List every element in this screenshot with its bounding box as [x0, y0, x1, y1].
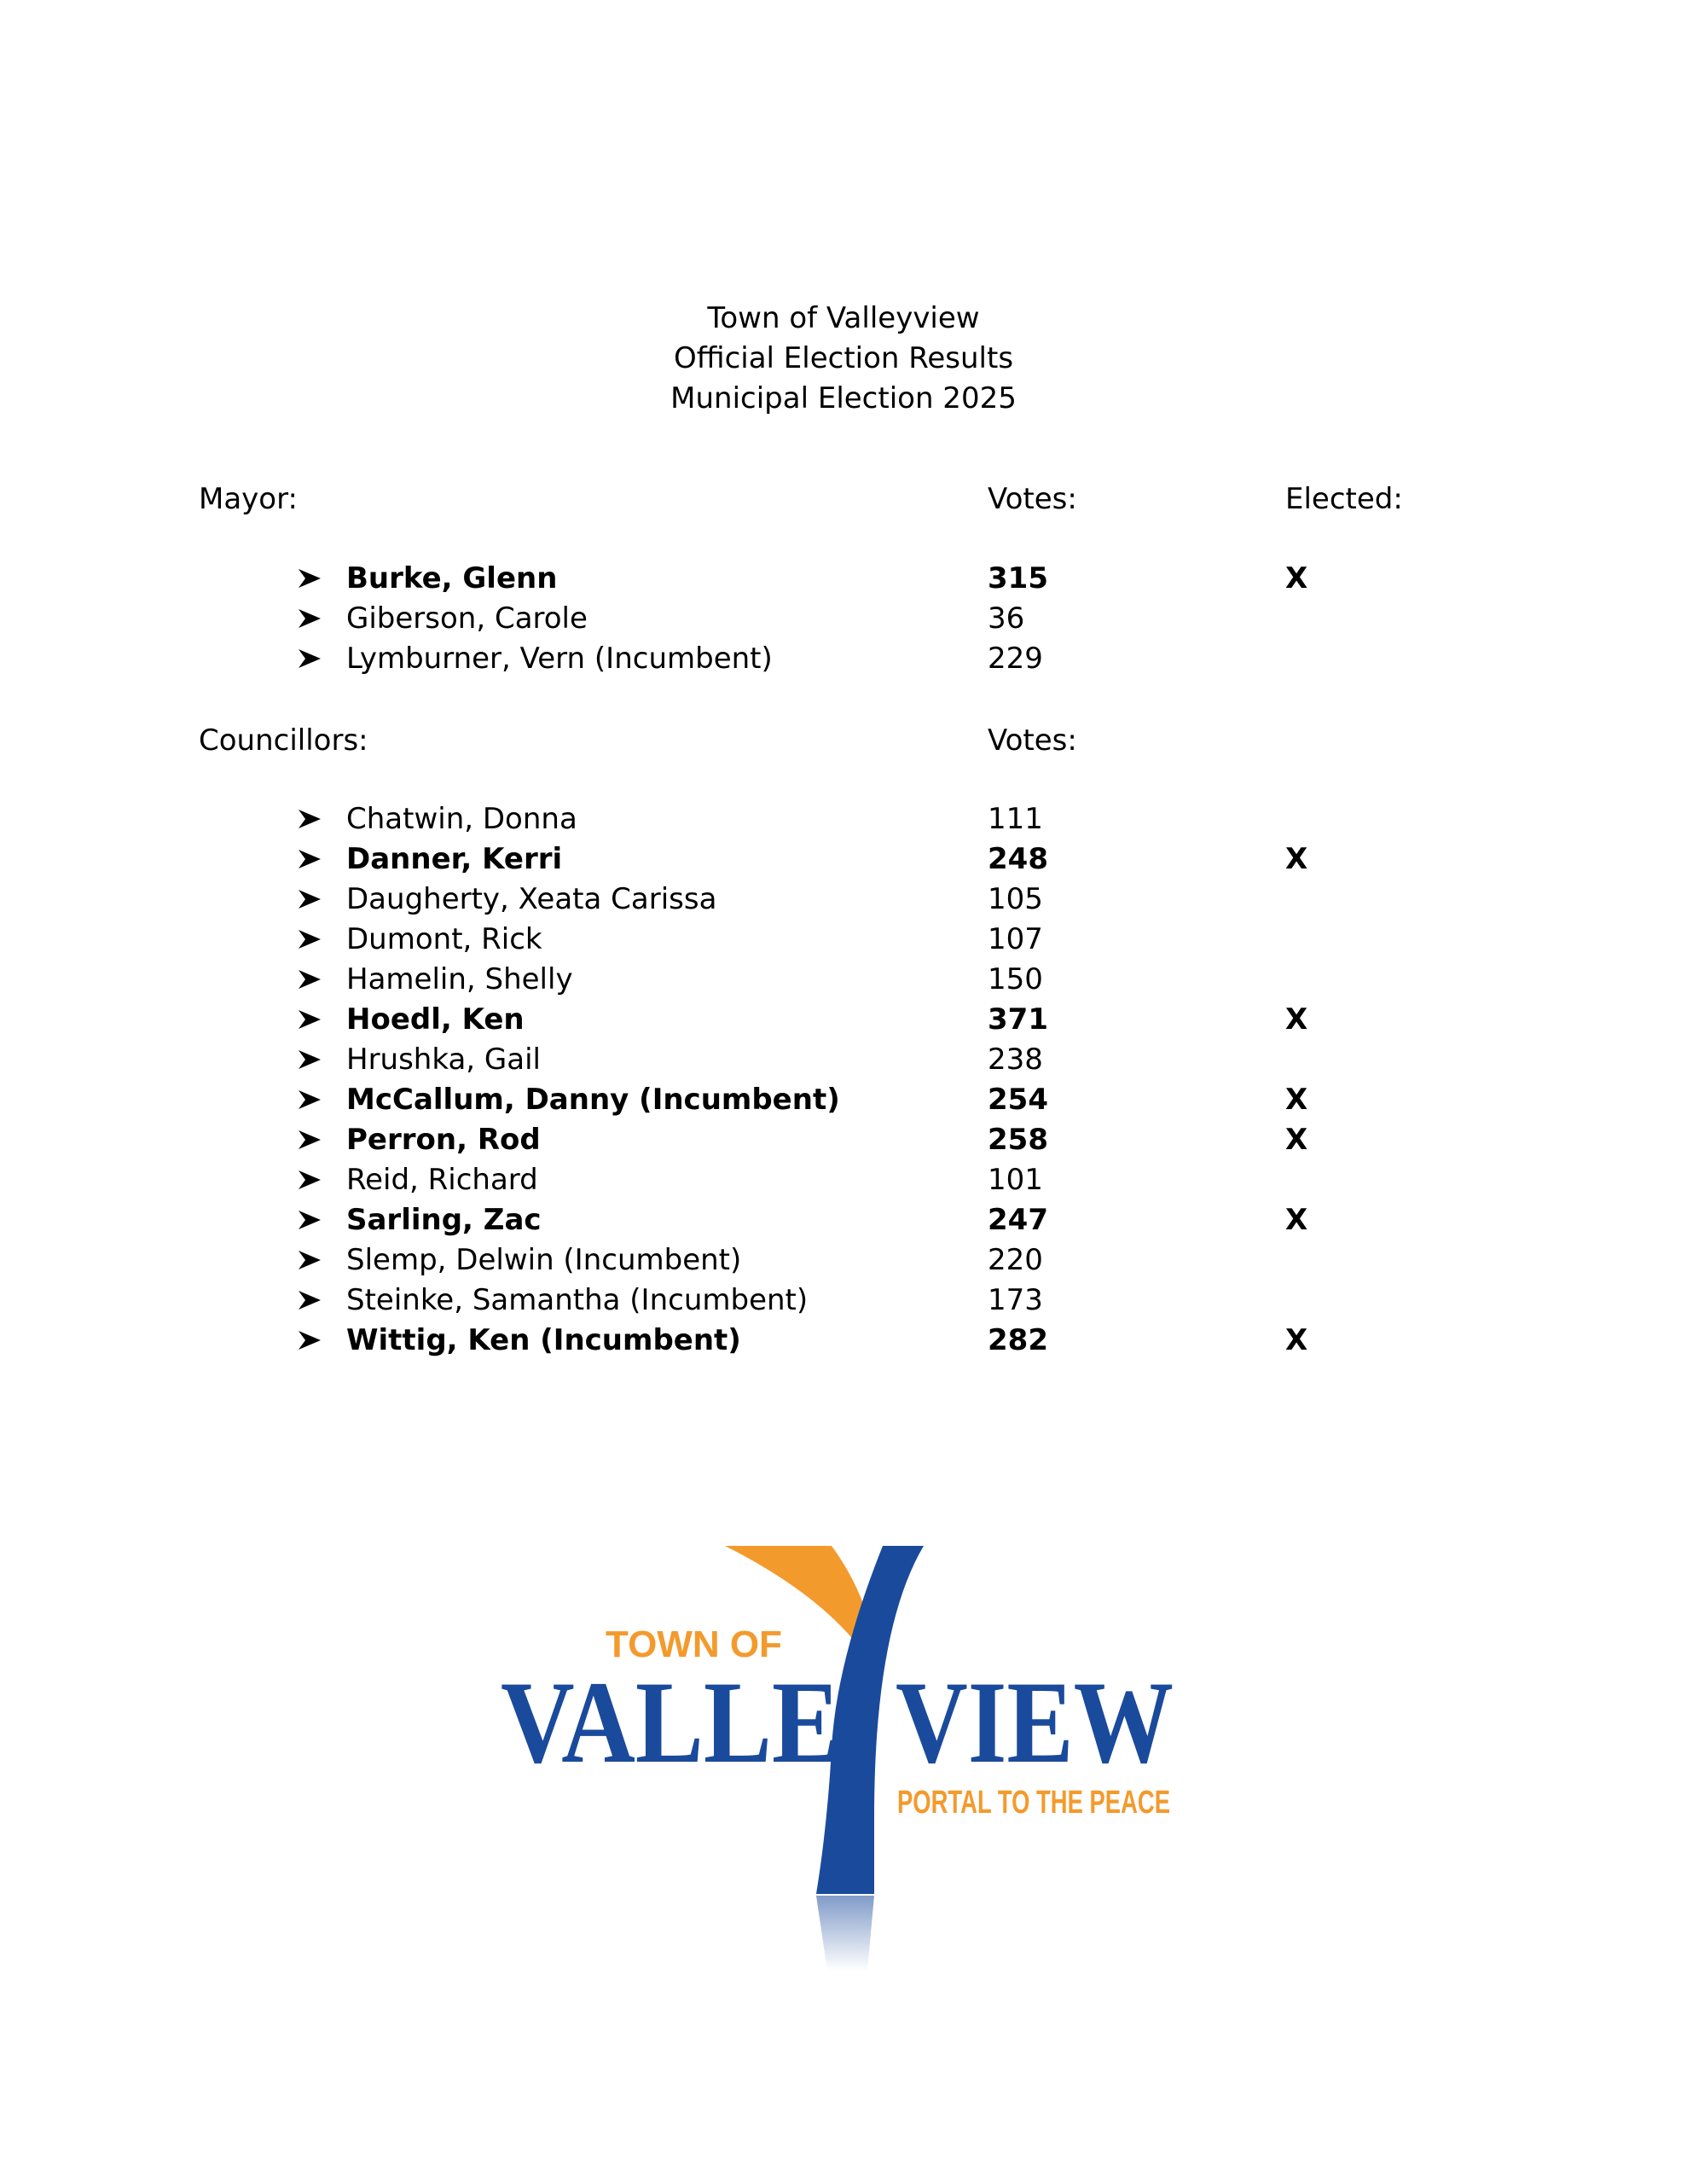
- mayor-votes-heading: Votes:: [988, 482, 1077, 516]
- title-election: Municipal Election 2025: [670, 381, 1017, 415]
- arrowhead-bullet-icon: [297, 1289, 322, 1311]
- candidate-votes: 371: [988, 1002, 1048, 1037]
- candidate-votes: 238: [988, 1043, 1043, 1077]
- candidate-votes: 105: [988, 882, 1043, 916]
- councillors-section-heading: [0, 721, 1687, 761]
- candidate-votes: 220: [988, 1243, 1043, 1277]
- candidate-row: [0, 639, 1687, 679]
- councillors-votes-heading: Votes:: [988, 723, 1077, 758]
- mayor-elected-heading: Elected:: [1285, 482, 1403, 516]
- candidate-name: Burke, Glenn: [346, 561, 558, 595]
- arrowhead-bullet-icon: [297, 1048, 322, 1071]
- bullet: [297, 799, 324, 830]
- candidate-row: [0, 1240, 1687, 1281]
- candidate-row: [0, 1321, 1687, 1361]
- title-results: Official Election Results: [673, 341, 1014, 375]
- candidate-name: Chatwin, Donna: [346, 802, 577, 836]
- bullet: [297, 1281, 324, 1311]
- candidate-votes: 107: [988, 922, 1043, 956]
- logo-tagline-text: PORTAL TO THE PEACE: [897, 1785, 1170, 1821]
- arrowhead-bullet-icon: [297, 1169, 322, 1191]
- elected-mark: X: [1285, 1123, 1308, 1157]
- candidate-name: Danner, Kerri: [346, 842, 563, 876]
- candidate-row: [0, 799, 1687, 839]
- candidate-row: [0, 880, 1687, 920]
- elected-mark: X: [1285, 1083, 1308, 1117]
- candidate-name: Perron, Rod: [346, 1123, 541, 1157]
- bullet: [297, 1321, 324, 1351]
- candidate-votes: 315: [988, 561, 1048, 595]
- elected-mark: X: [1285, 1323, 1308, 1357]
- logo-valle-text: VALLE: [501, 1657, 840, 1787]
- arrowhead-bullet-icon: [297, 888, 322, 910]
- arrowhead-bullet-icon: [297, 1089, 322, 1111]
- elected-mark: X: [1285, 1002, 1308, 1037]
- bullet: [297, 1040, 324, 1071]
- candidate-votes: 258: [988, 1123, 1048, 1157]
- candidate-name: Hrushka, Gail: [346, 1043, 541, 1077]
- bullet: [297, 960, 324, 990]
- arrowhead-bullet-icon: [297, 1209, 322, 1231]
- bullet: [297, 880, 324, 910]
- arrowhead-bullet-icon: [297, 607, 322, 630]
- elected-mark: X: [1285, 561, 1308, 595]
- candidate-row: [0, 920, 1687, 960]
- candidate-votes: 111: [988, 802, 1043, 836]
- candidate-votes: 36: [988, 601, 1025, 636]
- candidate-name: Hoedl, Ken: [346, 1002, 525, 1037]
- elected-mark: X: [1285, 1203, 1308, 1237]
- candidate-name: Daugherty, Xeata Carissa: [346, 882, 717, 916]
- arrowhead-bullet-icon: [297, 848, 322, 870]
- candidate-name: Slemp, Delwin (Incumbent): [346, 1243, 742, 1277]
- bullet: [297, 1080, 324, 1111]
- arrowhead-bullet-icon: [297, 1129, 322, 1151]
- logo-town-of-text: TOWN OF: [606, 1623, 782, 1665]
- candidate-row: [0, 599, 1687, 639]
- document-title: [0, 299, 1687, 419]
- candidate-row: [0, 1080, 1687, 1120]
- arrowhead-bullet-icon: [297, 567, 322, 590]
- arrowhead-bullet-icon: [297, 928, 322, 950]
- candidate-votes: 247: [988, 1203, 1048, 1237]
- candidate-name: Steinke, Samantha (Incumbent): [346, 1283, 809, 1317]
- candidate-row: [0, 559, 1687, 599]
- bullet: [297, 1200, 324, 1231]
- candidate-votes: 150: [988, 962, 1043, 996]
- arrowhead-bullet-icon: [297, 1008, 322, 1031]
- mayor-section-heading: [0, 479, 1687, 520]
- arrowhead-bullet-icon: [297, 968, 322, 990]
- candidate-name: Lymburner, Vern (Incumbent): [346, 642, 773, 676]
- candidate-row: [0, 839, 1687, 880]
- candidate-row: [0, 1000, 1687, 1040]
- candidate-name: Reid, Richard: [346, 1163, 538, 1197]
- town-logo: [499, 1536, 1181, 1979]
- valleyview-logo-graphic: [499, 1536, 1181, 1979]
- bullet: [297, 1120, 324, 1151]
- arrowhead-bullet-icon: [297, 648, 322, 670]
- candidate-name: Sarling, Zac: [346, 1203, 542, 1237]
- logo-view-text: VIEW: [896, 1657, 1174, 1787]
- bullet: [297, 1160, 324, 1191]
- logo-y-reflection: [816, 1896, 874, 1971]
- bullet: [297, 920, 324, 950]
- candidate-votes: 229: [988, 642, 1043, 676]
- candidate-row: [0, 1120, 1687, 1160]
- candidate-name: Dumont, Rick: [346, 922, 542, 956]
- title-town: Town of Valleyview: [707, 301, 980, 335]
- candidate-votes: 101: [988, 1163, 1043, 1197]
- candidate-name: Giberson, Carole: [346, 601, 588, 636]
- candidate-row: [0, 1160, 1687, 1200]
- candidate-votes: 173: [988, 1283, 1043, 1317]
- candidate-row: [0, 1281, 1687, 1321]
- arrowhead-bullet-icon: [297, 1329, 322, 1351]
- arrowhead-bullet-icon: [297, 808, 322, 830]
- candidate-row: [0, 960, 1687, 1000]
- mayor-heading: Mayor:: [199, 482, 298, 516]
- candidate-name: McCallum, Danny (Incumbent): [346, 1083, 840, 1117]
- bullet: [297, 639, 324, 670]
- candidate-name: Hamelin, Shelly: [346, 962, 573, 996]
- arrowhead-bullet-icon: [297, 1249, 322, 1271]
- candidate-votes: 282: [988, 1323, 1048, 1357]
- bullet: [297, 599, 324, 630]
- elected-mark: X: [1285, 842, 1308, 876]
- bullet: [297, 559, 324, 590]
- councillors-heading: Councillors:: [199, 723, 368, 758]
- bullet: [297, 1240, 324, 1271]
- candidate-row: [0, 1200, 1687, 1240]
- candidate-votes: 254: [988, 1083, 1048, 1117]
- candidate-name: Wittig, Ken (Incumbent): [346, 1323, 741, 1357]
- bullet: [297, 1000, 324, 1031]
- bullet: [297, 839, 324, 870]
- candidate-votes: 248: [988, 842, 1048, 876]
- candidate-row: [0, 1040, 1687, 1080]
